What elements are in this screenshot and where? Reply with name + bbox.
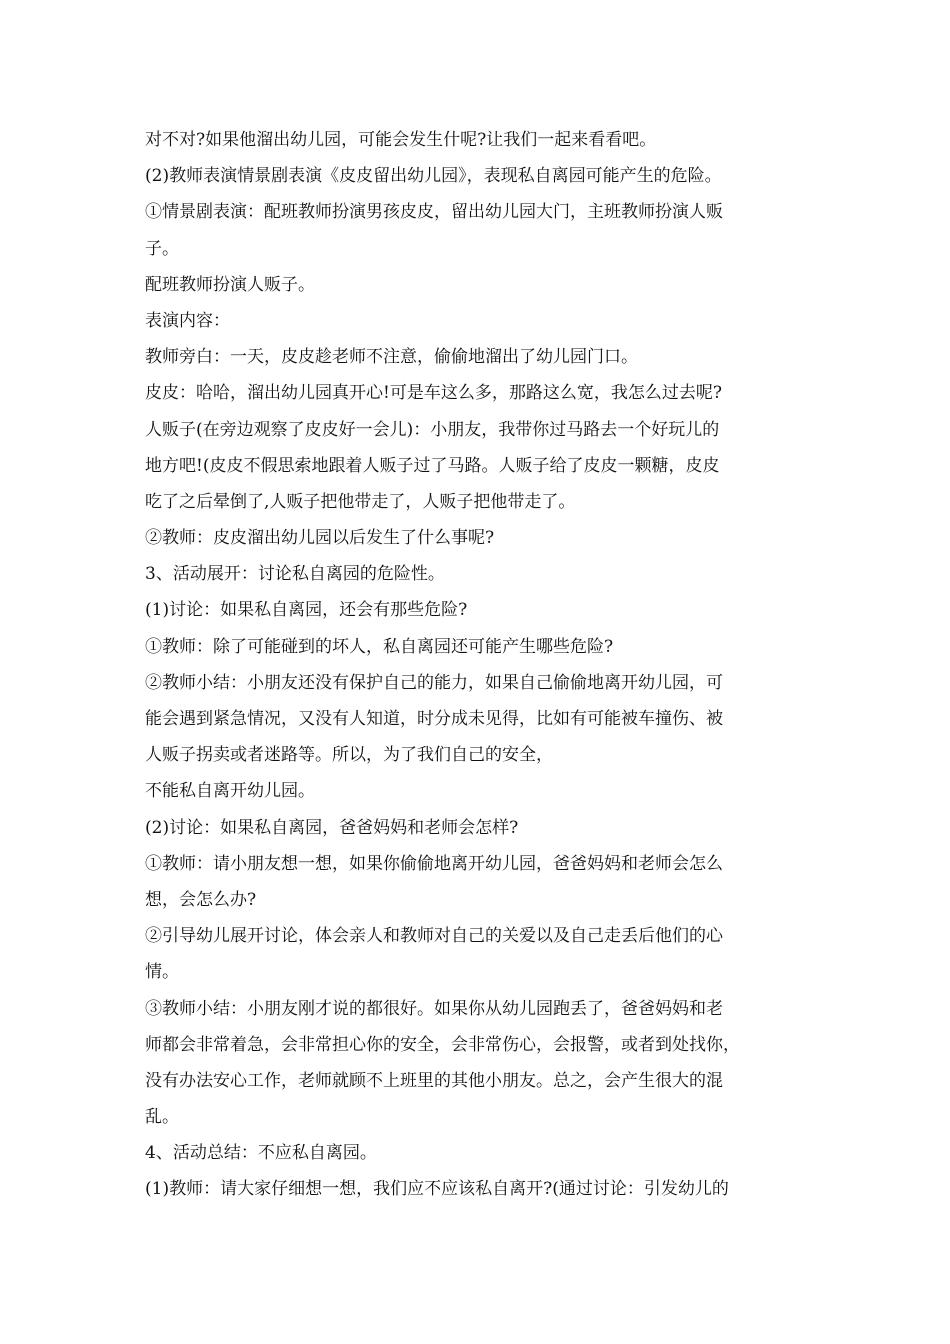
text-line: 人贩子(在旁边观察了皮皮好一会儿)：小朋友，我带你过马路去一个好玩儿的 xyxy=(145,419,720,440)
text-line: 想，会怎么办? xyxy=(145,889,257,910)
text-line: 能会遇到紧急情况，又没有人知道，时分成未见得，比如有可能被车撞伤、被 xyxy=(145,709,723,729)
text-line: ②教师小结：小朋友还没有保护自己的能力，如果自己偷偷地离开幼儿园，可 xyxy=(145,672,723,693)
text-line: (2)讨论：如果私自离园，爸爸妈妈和老师会怎样? xyxy=(145,817,519,838)
text-line: ①情景剧表演：配班教师扮演男孩皮皮，留出幼儿园大门，主班教师扮演人贩 xyxy=(145,202,723,223)
text-line: ③教师小结：小朋友刚才说的都很好。如果你从幼儿园跑丢了，爸爸妈妈和老 xyxy=(145,998,723,1019)
text-line: 地方吧!(皮皮不假思索地跟着人贩子过了马路。人贩子给了皮皮一颗糖，皮皮 xyxy=(145,455,720,476)
text-line: 表演内容： xyxy=(145,310,230,331)
text-line: (2)教师表演情景剧表演《皮皮留出幼儿园》，表现私自离园可能产生的危险。 xyxy=(145,166,722,187)
text-line: 皮皮：哈哈，溜出幼儿园真开心!可是车这么多，那路这么宽，我怎么过去呢? xyxy=(145,383,722,404)
text-line: 人贩子拐卖或者迷路等。所以，为了我们自己的安全， xyxy=(145,745,553,766)
text-line: 师都会非常着急，会非常担心你的安全，会非常伤心，会报警，或者到处找你， xyxy=(145,1034,740,1055)
text-line: (1)教师：请大家仔细想一想，我们应不应该私自离开?(通过讨论：引发幼儿的 xyxy=(145,1179,729,1200)
text-line: ①教师：除了可能碰到的坏人，私自离园还可能产生哪些危险? xyxy=(145,636,614,657)
document-body xyxy=(145,122,810,1208)
text-line: 3、活动展开：讨论私自离园的危险性。 xyxy=(145,564,445,585)
text-line: ①教师：请小朋友想一想，如果你偷偷地离开幼儿园，爸爸妈妈和老师会怎么 xyxy=(145,853,723,874)
text-line: ②引导幼儿展开讨论，体会亲人和教师对自己的关爱以及自己走丢后他们的心 xyxy=(145,926,723,947)
text-line: 子。 xyxy=(145,238,179,259)
text-line: 对不对?如果他溜出幼儿园，可能会发生什呢?让我们一起来看看吧。 xyxy=(145,130,657,150)
text-line: 不能私自离开幼儿园。 xyxy=(145,781,315,802)
text-line: 配班教师扮演人贩子。 xyxy=(145,274,315,295)
text-line: 吃了之后晕倒了,人贩子把他带走了，人贩子把他带走了。 xyxy=(145,491,576,512)
text-line: 没有办法安心工作，老师就顾不上班里的其他小朋友。总之，会产生很大的混 xyxy=(145,1070,723,1091)
text-line: 乱。 xyxy=(145,1107,179,1128)
text-line: ②教师：皮皮溜出幼儿园以后发生了什么事呢? xyxy=(145,528,495,549)
text-line: 情。 xyxy=(145,962,179,983)
text-line: 教师旁白：一天，皮皮趁老师不注意，偷偷地溜出了幼儿园门口。 xyxy=(145,347,638,368)
text-line: 4、活动总结：不应私自离园。 xyxy=(145,1143,377,1164)
text-line: (1)讨论：如果私自离园，还会有那些危险? xyxy=(145,600,468,621)
